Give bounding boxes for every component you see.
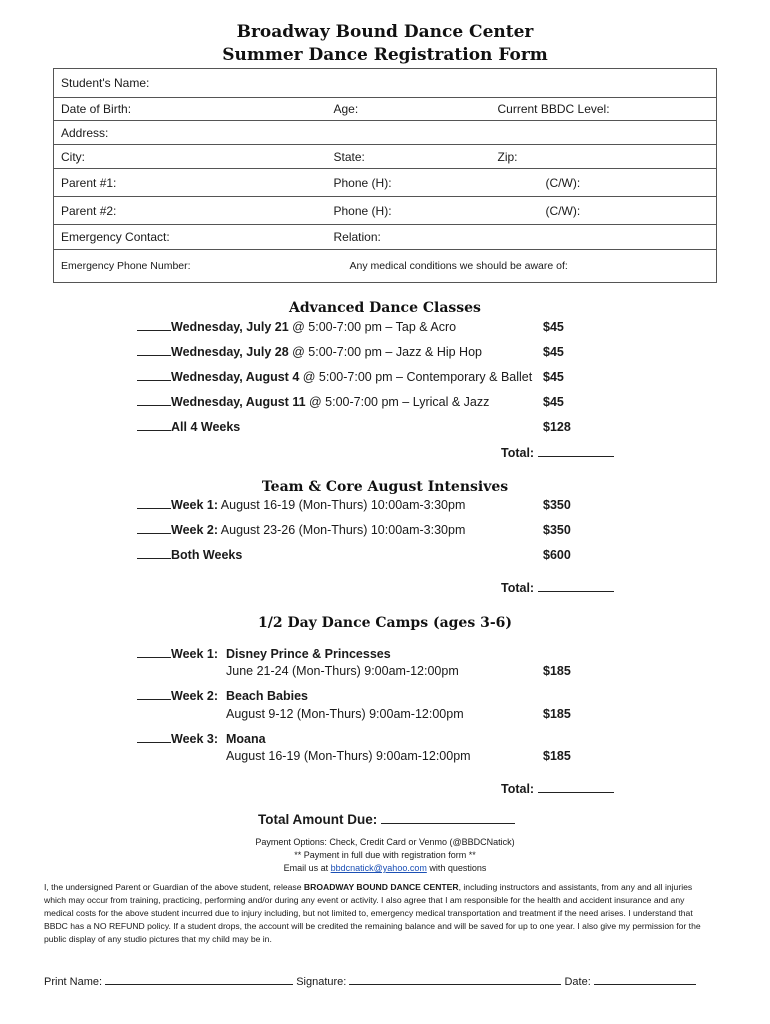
camp-dates-1: June 21-24 (Mon-Thurs) 9:00am-12:00pm bbox=[226, 664, 459, 678]
camps-heading: 1/2 Day Dance Camps (ages 3-6) bbox=[257, 615, 513, 631]
total-line[interactable] bbox=[538, 581, 614, 592]
date-label: Date: bbox=[564, 976, 591, 988]
email-link[interactable]: bbdcnatick@yahoo.com bbox=[330, 863, 427, 873]
camp-name-1: Disney Prince & Princesses bbox=[226, 647, 391, 661]
advanced-option-4[interactable]: Wednesday, August 11 @ 5:00-7:00 pm – Lyrical & Jazz bbox=[137, 395, 489, 409]
checkbox-line[interactable] bbox=[137, 420, 171, 431]
state-field[interactable]: State: bbox=[327, 145, 491, 169]
advanced-price-all: $128 bbox=[543, 420, 571, 434]
intensive-option-2[interactable]: Week 2: August 23-26 (Mon-Thurs) 10:00am-3:30pm bbox=[137, 523, 465, 537]
signature-label: Signature: bbox=[296, 976, 347, 988]
print-name-label: Print Name: bbox=[44, 976, 103, 988]
checkbox-line[interactable] bbox=[137, 498, 171, 509]
parent1-field[interactable]: Parent #1: bbox=[54, 169, 327, 197]
intensives-heading: Team & Core August Intensives bbox=[261, 479, 509, 495]
camp-name-2: Beach Babies bbox=[226, 689, 308, 703]
parent2-cw-field[interactable]: (C/W): bbox=[491, 197, 717, 225]
camp-week-2[interactable]: Week 2: bbox=[137, 689, 218, 703]
checkbox-line[interactable] bbox=[137, 370, 171, 381]
camp-week-3[interactable]: Week 3: bbox=[137, 732, 218, 746]
email-line: Email us at bbdcnatick@yahoo.com with questions bbox=[283, 863, 487, 873]
camp-price-3: $185 bbox=[543, 749, 571, 763]
total-line[interactable] bbox=[538, 446, 614, 457]
checkbox-line[interactable] bbox=[137, 647, 171, 658]
camp-dates-2: August 9-12 (Mon-Thurs) 9:00am-12:00pm bbox=[226, 707, 464, 721]
advanced-option-2[interactable]: Wednesday, July 28 @ 5:00-7:00 pm – Jazz & Hip Hop bbox=[137, 345, 482, 359]
student-info-table bbox=[53, 68, 717, 283]
advanced-option-all[interactable]: All 4 Weeks bbox=[137, 420, 240, 434]
total-due-line[interactable] bbox=[381, 813, 515, 824]
advanced-option-1[interactable]: Wednesday, July 21 @ 5:00-7:00 pm – Tap & Acro bbox=[137, 320, 456, 334]
camp-price-1: $185 bbox=[543, 664, 571, 678]
camp-name-3: Moana bbox=[226, 732, 266, 746]
form-subtitle: Summer Dance Registration Form bbox=[222, 45, 548, 65]
total-amount-due[interactable]: Total Amount Due: bbox=[258, 812, 515, 827]
waiver-text: I, the undersigned Parent or Guardian of the above student, release BROADWAY BOUND DANCE CENTER, including instructors and assistants, from any and all injuries which may occur from training, practicing, performing and/or during any event or activity. I also agree that I am responsible for the health and accident insurance and any medical costs for the above student incurred due to injury including, but not limited to, emergency medical transportation and treatment if the need arises. I understand that BBDC has a NO REFUND policy. If a student drops, the account will be credited the remaining balance and will be saved for up to one year. I also give my permission for the public display of any studio pictures that my child may be in. bbox=[44, 882, 701, 944]
checkbox-line[interactable] bbox=[137, 548, 171, 559]
payment-options: Payment Options: Check, Credit Card or Venmo (@BBDCNatick) bbox=[255, 837, 515, 847]
checkbox-line[interactable] bbox=[137, 732, 171, 743]
level-field[interactable]: Current BBDC Level: bbox=[491, 98, 717, 121]
intensive-price-both: $600 bbox=[543, 548, 571, 562]
camp-price-2: $185 bbox=[543, 707, 571, 721]
advanced-option-3[interactable]: Wednesday, August 4 @ 5:00-7:00 pm – Contemporary & Ballet bbox=[137, 370, 532, 384]
intensive-price-2: $350 bbox=[543, 523, 571, 537]
parent2-field[interactable]: Parent #2: bbox=[54, 197, 327, 225]
emergency-contact-field[interactable]: Emergency Contact: bbox=[54, 225, 327, 250]
parent2-phone-field[interactable]: Phone (H): bbox=[327, 197, 491, 225]
date-line[interactable] bbox=[594, 974, 696, 985]
camp-week-1[interactable]: Week 1: bbox=[137, 647, 218, 661]
advanced-price-3: $45 bbox=[543, 370, 564, 384]
emergency-phone-field[interactable]: Emergency Phone Number: bbox=[54, 250, 327, 283]
checkbox-line[interactable] bbox=[137, 523, 171, 534]
intensives-total[interactable]: Total: bbox=[501, 581, 614, 595]
advanced-heading: Advanced Dance Classes bbox=[289, 300, 481, 316]
form-title: Broadway Bound Dance Center bbox=[236, 22, 534, 42]
address-field[interactable]: Address: bbox=[54, 121, 717, 145]
signature-line[interactable] bbox=[349, 974, 561, 985]
advanced-total[interactable]: Total: bbox=[501, 446, 614, 460]
print-name-line[interactable] bbox=[105, 974, 293, 985]
advanced-price-4: $45 bbox=[543, 395, 564, 409]
intensive-price-1: $350 bbox=[543, 498, 571, 512]
camp-dates-3: August 16-19 (Mon-Thurs) 9:00am-12:00pm bbox=[226, 749, 471, 763]
relation-field[interactable]: Relation: bbox=[327, 225, 717, 250]
total-line[interactable] bbox=[538, 782, 614, 793]
intensive-option-both[interactable]: Both Weeks bbox=[137, 548, 242, 562]
payment-full-due: ** Payment in full due with registration form ** bbox=[294, 850, 476, 860]
checkbox-line[interactable] bbox=[137, 320, 171, 331]
checkbox-line[interactable] bbox=[137, 395, 171, 406]
city-field[interactable]: City: bbox=[54, 145, 327, 169]
intensive-option-1[interactable]: Week 1: August 16-19 (Mon-Thurs) 10:00am-3:30pm bbox=[137, 498, 465, 512]
advanced-price-2: $45 bbox=[543, 345, 564, 359]
dob-field[interactable]: Date of Birth: bbox=[54, 98, 327, 121]
parent1-cw-field[interactable]: (C/W): bbox=[491, 169, 717, 197]
medical-conditions-field[interactable]: Any medical conditions we should be aware of: bbox=[327, 250, 717, 283]
student-name-field[interactable]: Student's Name: bbox=[54, 69, 717, 98]
advanced-price-1: $45 bbox=[543, 320, 564, 334]
checkbox-line[interactable] bbox=[137, 345, 171, 356]
zip-field[interactable]: Zip: bbox=[491, 145, 717, 169]
signature-row bbox=[44, 974, 696, 988]
camps-total[interactable]: Total: bbox=[501, 782, 614, 796]
checkbox-line[interactable] bbox=[137, 689, 171, 700]
parent1-phone-field[interactable]: Phone (H): bbox=[327, 169, 491, 197]
age-field[interactable]: Age: bbox=[327, 98, 491, 121]
